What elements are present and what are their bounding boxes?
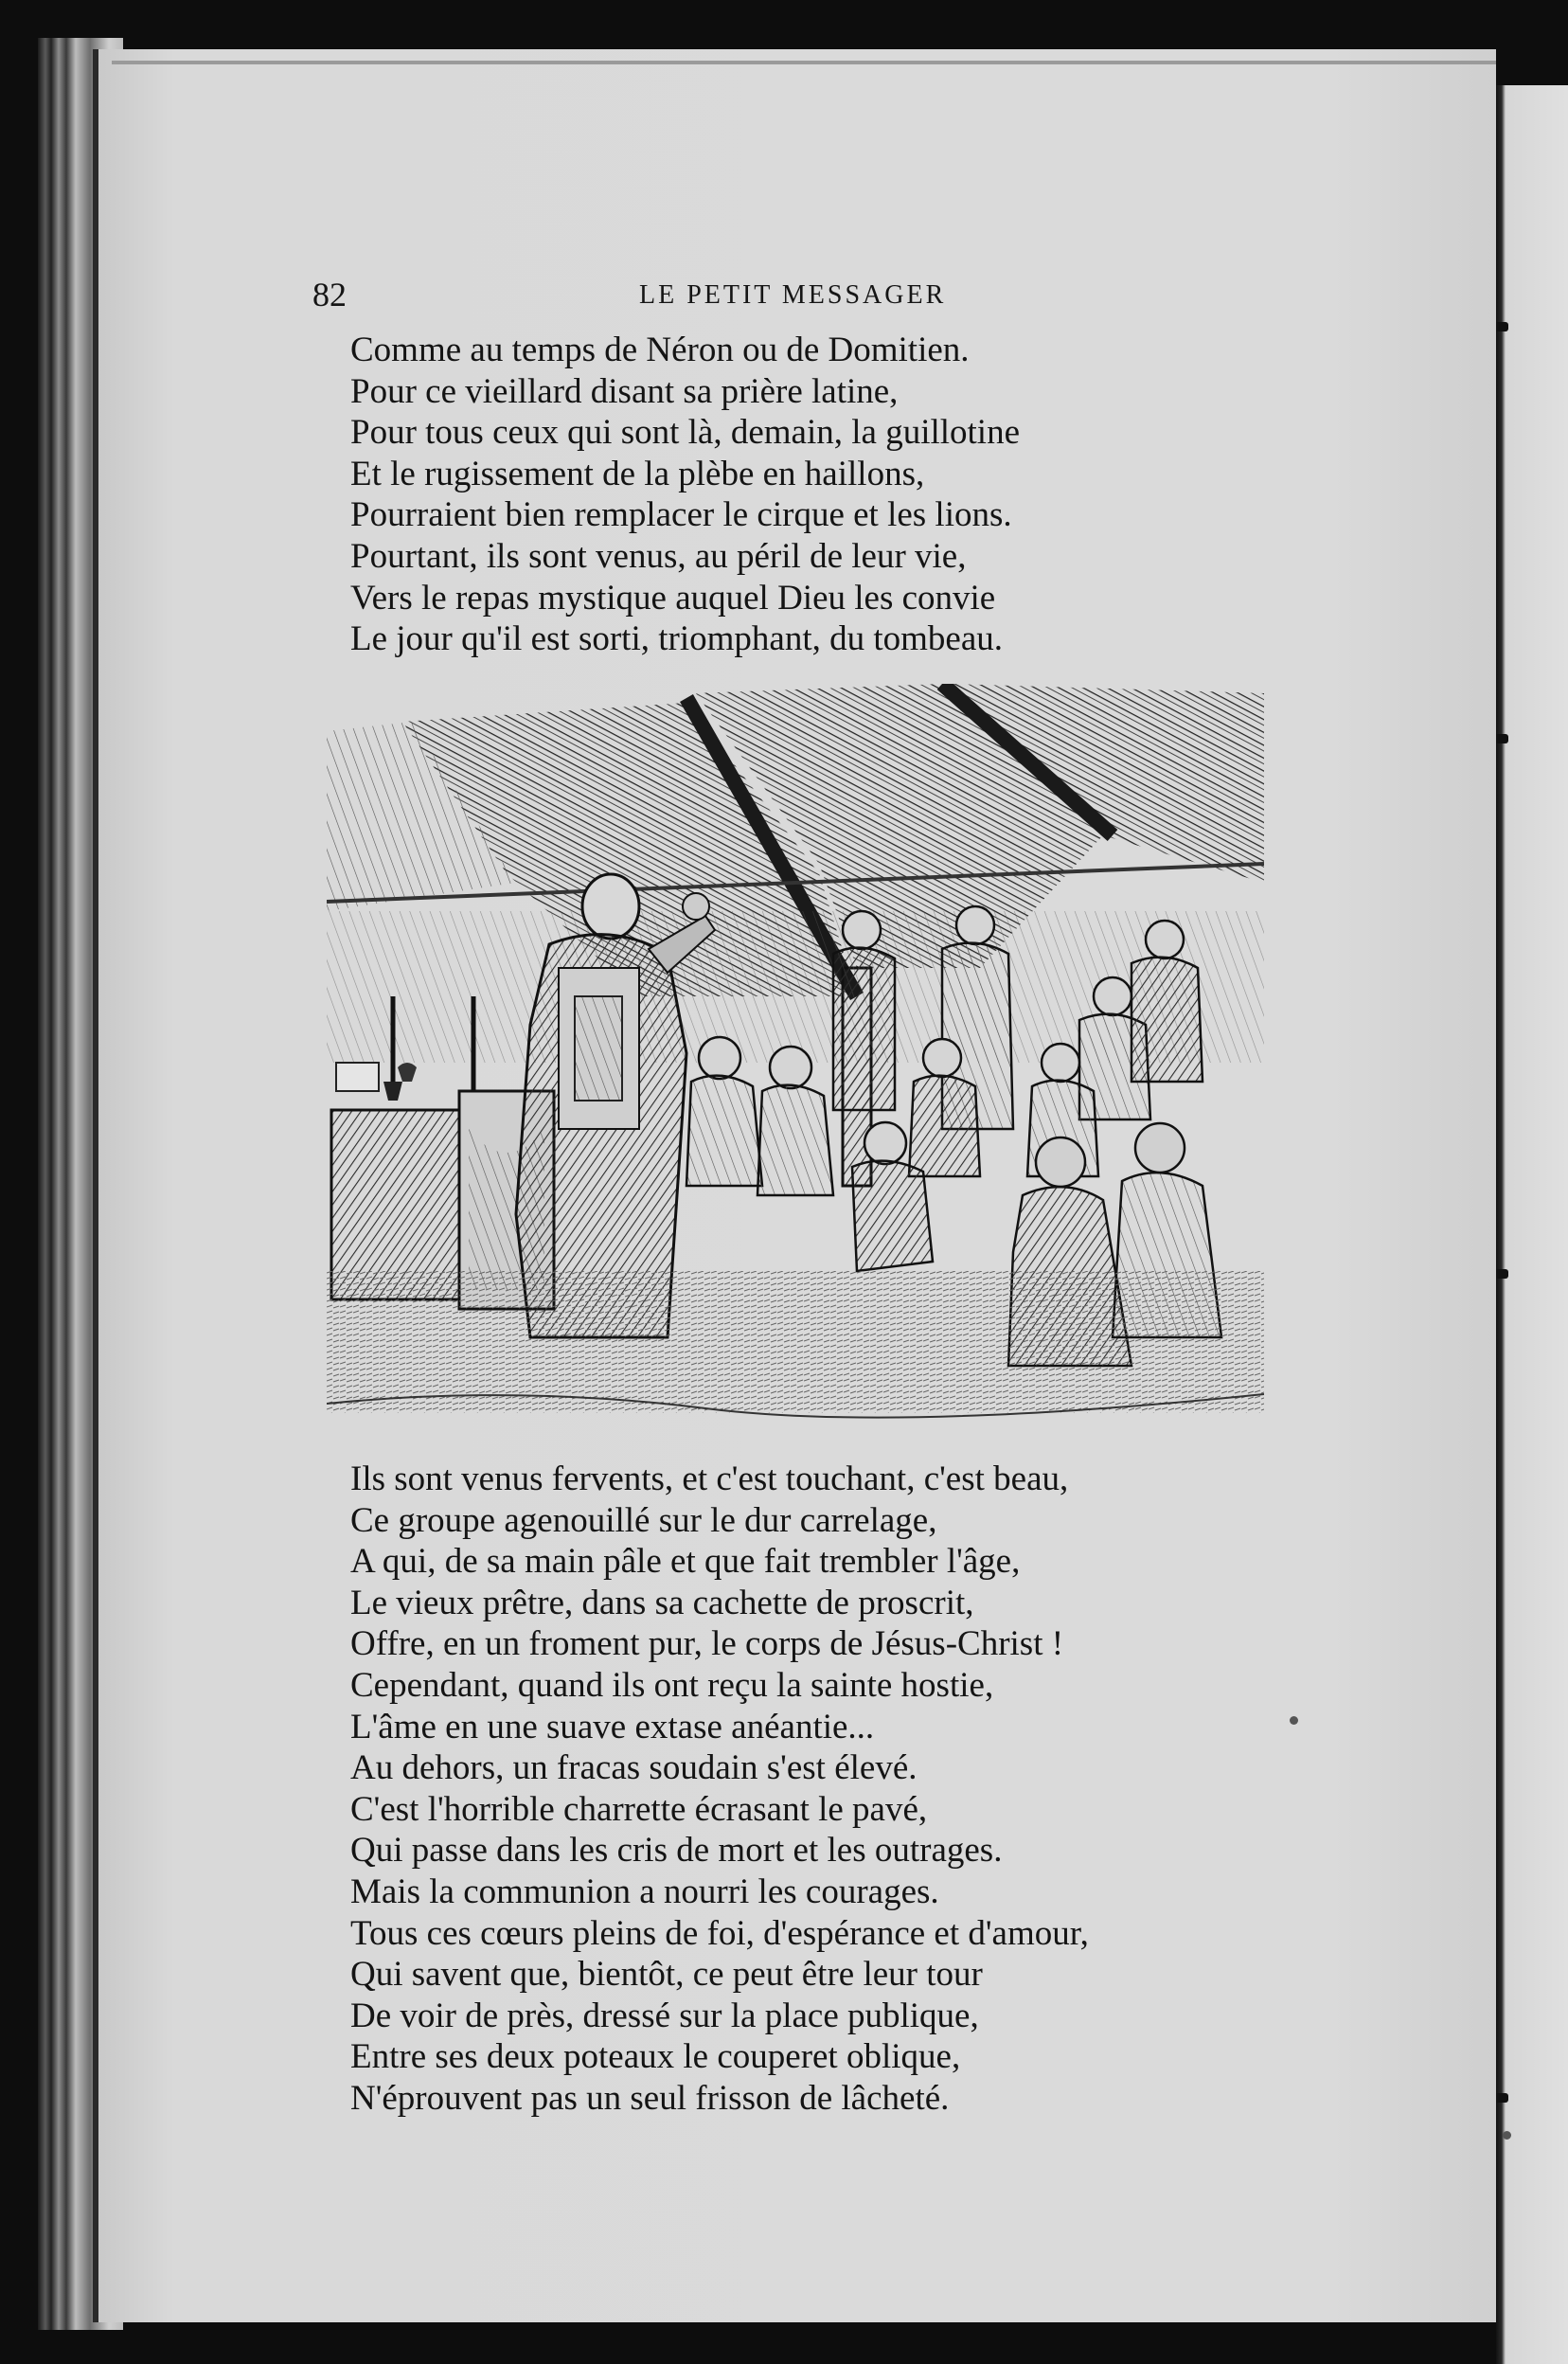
poem-line: Qui passe dans les cris de mort et les outrages. (350, 1831, 1003, 1871)
poem-line: Mais la communion a nourri les courages. (350, 1872, 939, 1911)
poem-line: Ce groupe agenouillé sur le dur carrelage, (350, 1500, 937, 1540)
poem-line: N'éprouvent pas un seul frisson de lâcheté. (350, 2078, 950, 2118)
poem-line: Pour ce vieillard disant sa prière latine, (350, 371, 899, 411)
engraving-illustration (327, 684, 1264, 1428)
ink-speck (1503, 2131, 1511, 2140)
poem-line: De voir de près, dressé sur la place publique, (350, 1996, 979, 2035)
poem-line: Comme au temps de Néron ou de Domitien. (350, 331, 970, 369)
poem-line: A qui, de sa main pâle et que fait trembler l'âge, (350, 1542, 1021, 1582)
poem-line: C'est l'horrible charrette écrasant le pavé, (350, 1789, 928, 1829)
poem-line: Qui savent que, bientôt, ce peut être leur tour (350, 1955, 983, 1995)
poem-line: L'âme en une suave extase anéantie... (350, 1707, 875, 1746)
poem-line: Vers le repas mystique auquel Dieu les convie (350, 578, 996, 618)
poem-line: Entre ses deux poteaux le couperet oblique, (350, 2037, 961, 2077)
poem-line: Offre, en un froment pur, le corps de Jésus-Christ ! (350, 1624, 1064, 1664)
poem-line: Pour tous ceux qui sont là, demain, la guillotine (350, 413, 1021, 453)
poem-line: Et le rugissement de la plèbe en haillons, (350, 454, 925, 493)
poem-line: Cependant, quand ils ont reçu la sainte hostie, (350, 1665, 994, 1705)
poem-line: Au dehors, un fracas soudain s'est élevé. (350, 1748, 918, 1788)
poem-stanza-bottom (350, 1459, 1089, 2120)
poem-line: Ils sont venus fervents, et c'est touchant, c'est beau, (350, 1460, 1069, 1498)
poem-line: Tous ces cœurs pleins de foi, d'espérance et d'amour, (350, 1913, 1089, 1953)
page-number: 82 (312, 276, 347, 313)
poem-line: Pourtant, ils sont venus, au péril de leur vie, (350, 536, 967, 576)
running-title: LE PETIT MESSAGER (639, 280, 947, 310)
poem-stanza-top (350, 330, 1020, 660)
poem-line: Le vieux prêtre, dans sa cachette de proscrit, (350, 1583, 974, 1622)
ink-speck (1290, 1716, 1298, 1725)
poem-line: Le jour qu'il est sorti, triomphant, du tombeau. (350, 619, 1003, 659)
mass-scene-engraving (327, 684, 1264, 1428)
poem-line: Pourraient bien remplacer le cirque et les lions. (350, 495, 1012, 535)
facing-page-edge (1496, 85, 1568, 2364)
page-header (312, 275, 1165, 322)
